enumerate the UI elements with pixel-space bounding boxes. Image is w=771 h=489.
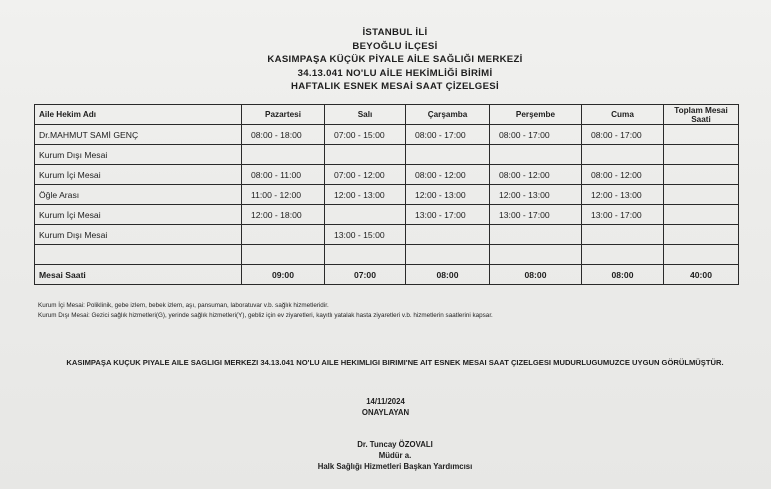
table-cell: 08:00 - 18:00 <box>242 125 325 145</box>
table-cell: 08:00 - 17:00 <box>582 125 664 145</box>
table-cell <box>582 145 664 165</box>
table-cell <box>664 245 739 265</box>
table-cell <box>242 145 325 165</box>
table-cell: 12:00 - 13:00 <box>490 185 582 205</box>
table-cell <box>664 145 739 165</box>
table-cell: 12:00 - 13:00 <box>325 185 406 205</box>
row-label <box>35 245 242 265</box>
approval-date: 14/11/2024 <box>366 397 405 406</box>
header-district: BEYOĞLU İLÇESİ <box>352 40 438 52</box>
header-health-center: KASIMPAŞA KÜÇÜK PİYALE AİLE SAĞLIĞI MERKEZİ <box>267 54 523 65</box>
approval-date-block <box>0 396 771 418</box>
column-header-total-hours: Toplam Mesai Saati <box>664 105 739 125</box>
table-cell <box>325 245 406 265</box>
approver-label: ONAYLAYAN <box>361 408 410 417</box>
table-cell <box>664 125 739 145</box>
table-cell <box>406 225 490 245</box>
table-cell <box>242 245 325 265</box>
footnotes <box>38 301 493 321</box>
table-cell: 13:00 - 17:00 <box>582 205 664 225</box>
table-cell <box>664 185 739 205</box>
approval-statement: KASIMPAŞA KUÇUK PIYALE AILE SAGLIGI MERKEZI 34.13.041 NO'LU AILE HEKIMLIGI BIRIMI'NE AIT ESNEK MESAI SAAT ÇIZELGESI MUDURLUGUMUZCE UYGUN GÖRÜLMÜŞTÜR. <box>66 358 724 367</box>
table-row <box>35 245 739 265</box>
total-tuesday: 07:00 <box>325 265 406 285</box>
table-cell <box>664 225 739 245</box>
table-header-row <box>35 105 739 125</box>
table-row <box>35 225 739 245</box>
table-cell: 13:00 - 17:00 <box>490 205 582 225</box>
row-label: Kurum İçi Mesai <box>35 165 242 185</box>
table-cell <box>406 145 490 165</box>
schedule-table <box>34 104 739 285</box>
row-label: Kurum İçi Mesai <box>35 205 242 225</box>
table-cell: 08:00 - 11:00 <box>242 165 325 185</box>
footnote-internal: Kurum İçi Mesai: Poliklinik, gebe izlem, bebek izlem, aşı, pansuman, laboratuvar v.b. sağlık hizmetleridir. <box>38 302 329 309</box>
table-row <box>35 145 739 165</box>
table-row <box>35 165 739 185</box>
table-cell: 12:00 - 13:00 <box>406 185 490 205</box>
table-cell <box>325 145 406 165</box>
column-header-wednesday: Çarşamba <box>406 105 490 125</box>
signature-block <box>0 439 771 472</box>
row-label: Kurum Dışı Mesai <box>35 225 242 245</box>
table-cell: 07:00 - 12:00 <box>325 165 406 185</box>
table-row <box>35 205 739 225</box>
table-cell: 13:00 - 15:00 <box>325 225 406 245</box>
table-cell: 08:00 - 12:00 <box>582 165 664 185</box>
table-cell <box>582 245 664 265</box>
table-cell: 08:00 - 12:00 <box>406 165 490 185</box>
column-header-monday: Pazartesi <box>242 105 325 125</box>
table-cell <box>664 205 739 225</box>
table-cell: 07:00 - 15:00 <box>325 125 406 145</box>
table-cell <box>664 165 739 185</box>
total-thursday: 08:00 <box>490 265 582 285</box>
total-friday: 08:00 <box>582 265 664 285</box>
total-hours-row <box>35 265 739 285</box>
total-monday: 09:00 <box>242 265 325 285</box>
table-cell <box>242 225 325 245</box>
signatory-position: Halk Sağlığı Hizmetleri Başkan Yardımcısı <box>317 462 473 471</box>
table-cell <box>490 225 582 245</box>
table-row <box>35 125 739 145</box>
table-cell: 08:00 - 17:00 <box>406 125 490 145</box>
table-cell: 11:00 - 12:00 <box>242 185 325 205</box>
header-province: İSTANBUL İLİ <box>362 27 428 38</box>
column-header-thursday: Perşembe <box>490 105 582 125</box>
footnote-external: Kurum Dışı Mesai: Gezici sağlık hizmetleri(G), yerinde sağlık hizmetleri(Y), gebliz için ev ziyaretleri, kayıtlı yatalak hasta ziyaretleri v.b. hizmetlerin saatlerini kapsar. <box>38 312 493 319</box>
row-label: Dr.MAHMUT SAMİ GENÇ <box>35 125 242 145</box>
column-header-friday: Cuma <box>582 105 664 125</box>
column-header-physician: Aile Hekim Adı <box>35 105 242 125</box>
table-cell: 12:00 - 13:00 <box>582 185 664 205</box>
table-cell: 13:00 - 17:00 <box>406 205 490 225</box>
document-header <box>0 26 771 94</box>
signatory-name: Dr. Tuncay ÖZOVALI <box>357 440 433 449</box>
table-cell: 08:00 - 17:00 <box>490 125 582 145</box>
signatory-title: Müdür a. <box>378 451 412 460</box>
total-wednesday: 08:00 <box>406 265 490 285</box>
table-cell <box>325 205 406 225</box>
total-row-label: Mesai Saati <box>35 265 242 285</box>
row-label: Öğle Arası <box>35 185 242 205</box>
table-row <box>35 185 739 205</box>
total-weekly: 40:00 <box>664 265 739 285</box>
column-header-tuesday: Salı <box>325 105 406 125</box>
table-cell <box>490 145 582 165</box>
table-cell: 08:00 - 12:00 <box>490 165 582 185</box>
table-cell: 12:00 - 18:00 <box>242 205 325 225</box>
document-title: HAFTALIK ESNEK MESAİ SAAT ÇİZELGESİ <box>291 81 499 92</box>
row-label: Kurum Dışı Mesai <box>35 145 242 165</box>
table-cell <box>406 245 490 265</box>
table-cell <box>582 225 664 245</box>
header-unit: 34.13.041 NO'LU AİLE HEKİMLİĞİ BİRİMİ <box>297 67 493 79</box>
table-cell <box>490 245 582 265</box>
